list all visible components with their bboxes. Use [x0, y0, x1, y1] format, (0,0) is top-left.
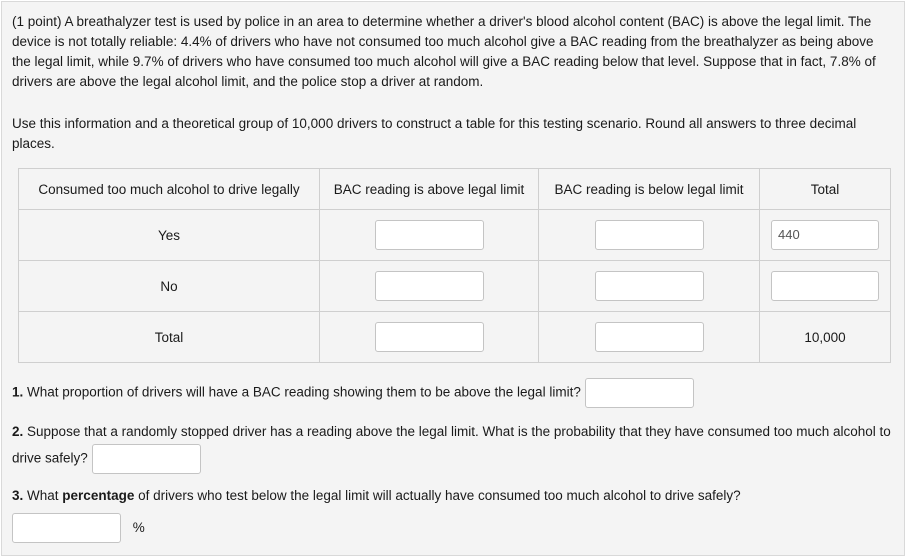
- question-3-text-before: What: [27, 488, 63, 503]
- total-above-input[interactable]: [375, 322, 484, 352]
- question-2-input[interactable]: [92, 444, 201, 474]
- question-2-number: 2.: [12, 424, 24, 439]
- header-above: BAC reading is above legal limit: [320, 169, 539, 210]
- problem-panel: [1, 1, 905, 556]
- problem-intro: (1 point) A breathalyzer test is used by police in an area to determine whether a driver's blood alcohol content (BAC) is above the legal limit. The device is not totally reliable: 4.4% of drivers who have not consumed too much alcohol give a BAC reading from the breathalyzer as being above the legal limit, while 9.7% of drivers who have consumed too much alcohol will give a BAC reading below that level. Suppose that in fact, 7.8% of drivers are above the legal alcohol limit, and the police stop a driver at random.: [12, 14, 876, 89]
- contingency-table: [18, 168, 891, 363]
- table-row-yes: [19, 210, 891, 261]
- yes-below-input[interactable]: [595, 220, 704, 250]
- row-label-total: Total: [19, 312, 320, 363]
- question-2: [12, 420, 892, 474]
- question-1-input[interactable]: [585, 378, 694, 408]
- question-1: [12, 378, 892, 408]
- question-3-emphasis: percentage: [62, 488, 135, 503]
- header-total: Total: [760, 169, 891, 210]
- question-3-text-after: of drivers who test below the legal limit will actually have consumed too much alcohol to drive safely?: [134, 488, 741, 503]
- header-below: BAC reading is below legal limit: [539, 169, 760, 210]
- question-1-number: 1.: [12, 384, 24, 400]
- question-3-unit: %: [132, 519, 145, 535]
- grand-total-value: 10,000: [760, 312, 891, 363]
- no-above-input[interactable]: [375, 271, 484, 301]
- question-2-text: Suppose that a randomly stopped driver has a reading above the legal limit. What is the probability that they have consumed too much alcohol to drive safely?: [12, 424, 891, 466]
- yes-total-input[interactable]: 440: [771, 220, 879, 250]
- table-row-total: [19, 312, 891, 363]
- no-total-input[interactable]: [771, 271, 879, 301]
- yes-above-input[interactable]: [375, 220, 484, 250]
- total-below-input[interactable]: [595, 322, 704, 352]
- question-3-number: 3.: [12, 488, 24, 503]
- table-row-no: [19, 261, 891, 312]
- question-1-text: What proportion of drivers will have a BAC reading showing them to be above the legal limit?: [27, 384, 581, 400]
- table-header-row: [19, 169, 891, 210]
- problem-instructions: Use this information and a theoretical group of 10,000 drivers to construct a table for this testing scenario. Round all answers to three decimal places.: [12, 116, 857, 151]
- question-3-input[interactable]: [12, 513, 121, 543]
- header-consumed: Consumed too much alcohol to drive legally: [19, 169, 320, 210]
- row-label-no: No: [19, 261, 320, 312]
- no-below-input[interactable]: [595, 271, 704, 301]
- row-label-yes: Yes: [19, 210, 320, 261]
- question-3: [12, 484, 892, 543]
